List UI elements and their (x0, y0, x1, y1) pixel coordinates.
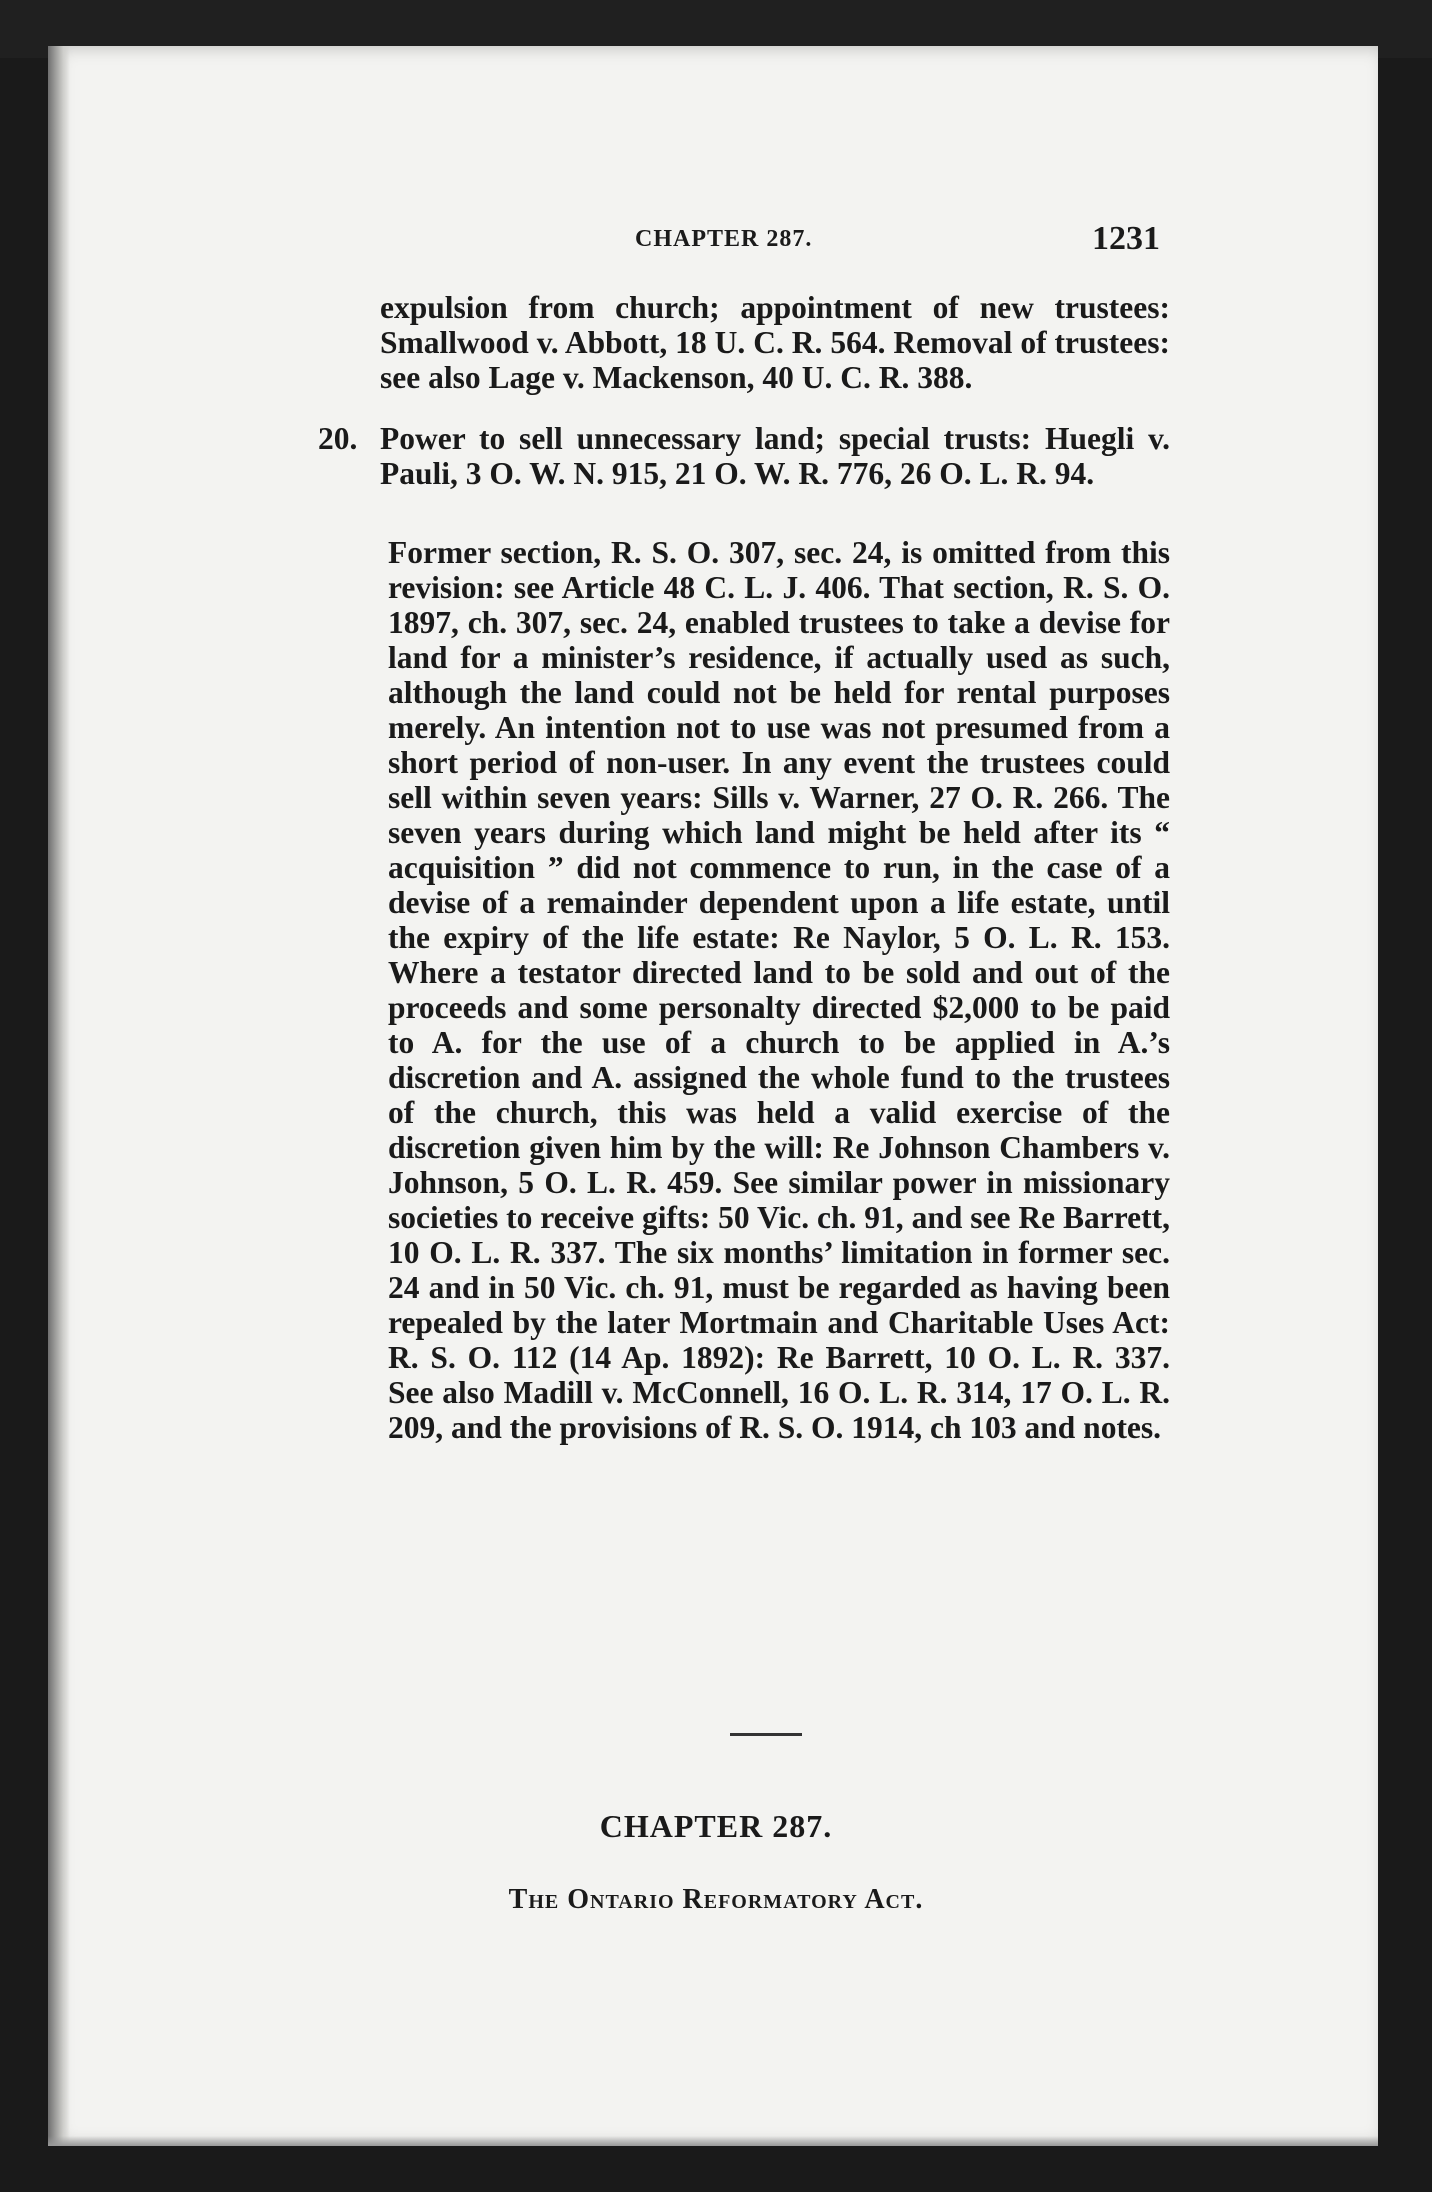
act-title: The Ontario Reformatory Act. (508, 1884, 924, 1915)
running-head: CHAPTER 287. (635, 226, 813, 252)
page-header (330, 222, 1160, 266)
chapter-title: CHAPTER 287. (599, 1808, 833, 1844)
page-body (318, 290, 1170, 1445)
section-text: Power to sell unnecessary land; special trusts: Huegli v. Pauli, 3 O. W. N. 915, 21 O. W. R. 776, 26 O. L. R. 94. (380, 421, 1170, 491)
continuation-paragraph: expulsion from church; appointment of new trustees: Smallwood v. Abbott, 18 U. C. R. 564. Removal of trustees: see also Lage v. Mackenson, 40 U. C. R. 388. (380, 290, 1170, 395)
section-divider (730, 1733, 802, 1736)
section-number: 20. (318, 421, 358, 456)
section-20 (318, 421, 1170, 491)
page-bottom-shadow (48, 2136, 1378, 2146)
page-number: 1231 (1092, 220, 1160, 257)
annotation-note: Former section, R. S. O. 307, sec. 24, is omitted from this revision: see Article 48 C. L. J. 406. That section, R. S. O. 1897, ch. 307, sec. 24, enabled trustees to take a devise for land for a minister’s residence, if actually used as such, although the land could not be held for rental purposes merely. An intention not to use was not presumed from a short period of non-user. In any event the trustees could sell within seven years: Sills v. Warner, 27 O. R. 266. The seven years during which land might be held after its “ acquisition ” did not commence to run, in the case of a devise of a remainder dependent upon a life estate, until the expiry of the life estate: Re Naylor, 5 O. L. R. 153. Where a testator directed land to be sold and out of the proceeds and some personalty directed $2,000 to be paid to A. for the use of a church to be applied in A.’s discretion and A. assigned the whole fund to the trustees of the church, this was held a valid exercise of the discretion given him by the will: Re Johnson Chambers v. Johnson, 5 O. L. R. 459. See similar power in missionary societies to receive gifts: 50 Vic. ch. 91, and see Re Barrett, 10 O. L. R. 337. The six months’ limitation in former sec. 24 and in 50 Vic. ch. 91, must be regarded as having been repealed by the later Mortmain and Charitable Uses Act: R. S. O. 112 (14 Ap. 1892): Re Barrett, 10 O. L. R. 337. See also Madill v. McConnell, 16 O. L. R. 314, 17 O. L. R. 209, and the provisions of R. S. O. 1914, ch 103 and notes. (388, 535, 1170, 1445)
